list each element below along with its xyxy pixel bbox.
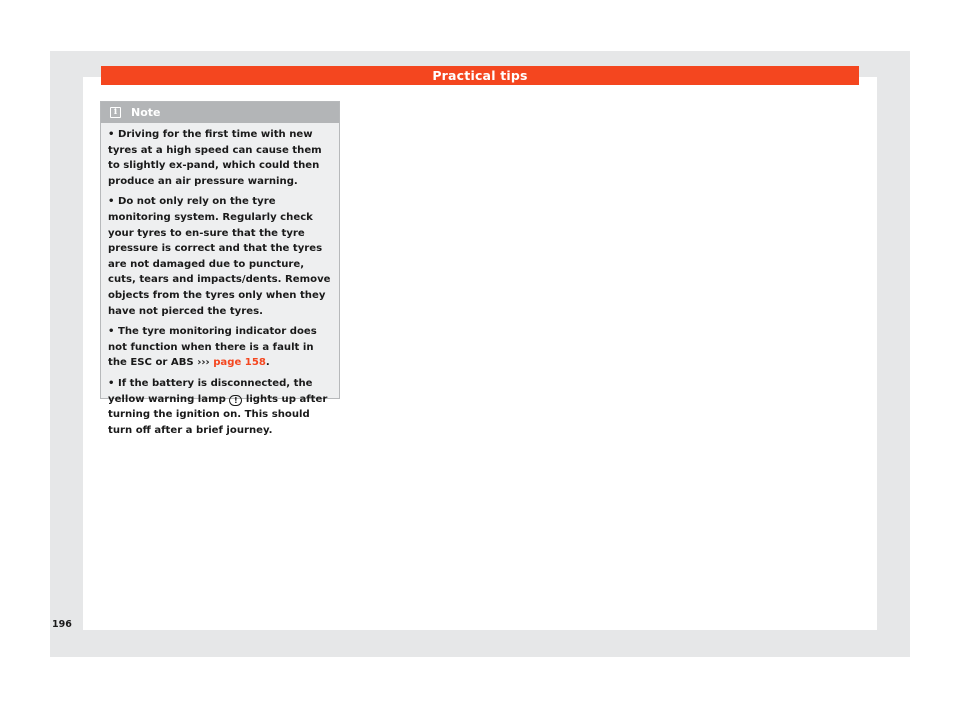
note-item-text: • If the battery is disconnected, the yellow warning lamp (108, 377, 313, 405)
info-icon: i (110, 107, 121, 118)
note-item-text: . (265, 357, 270, 369)
note-item: • Do not only rely on the tyre monitoring system. Regularly check your tyres to en-sure that the tyre pressure is correct and that the tyres are not damaged due to puncture, cuts, tears and impacts/dents. Remove objects from the tyres only when they have not pierced the tyres. (108, 196, 331, 317)
note-item: • Driving for the first time with new tyres at a high speed can cause them to slightly ex-pand, which could then produce an air pressure warning. (108, 129, 322, 187)
section-header (101, 66, 859, 85)
note-item (108, 376, 333, 438)
reference-arrow: ››› (197, 357, 210, 369)
tyre-pressure-warning-icon: ! (229, 395, 242, 406)
note-box (100, 101, 340, 436)
note-header (101, 102, 339, 123)
page-reference-link[interactable]: page 158 (213, 357, 266, 369)
note-item-text: • The tyre monitoring indicator does not function when there is a fault in the ESC or ABS (108, 326, 317, 369)
section-title: Practical tips (432, 68, 528, 83)
note-item (108, 324, 333, 371)
note-item-text: lights up after turning the ignition on. This should turn off after a brief journey. (108, 393, 328, 436)
page-number: 196 (52, 619, 72, 630)
note-body (101, 123, 339, 438)
note-heading: Note (131, 106, 161, 119)
